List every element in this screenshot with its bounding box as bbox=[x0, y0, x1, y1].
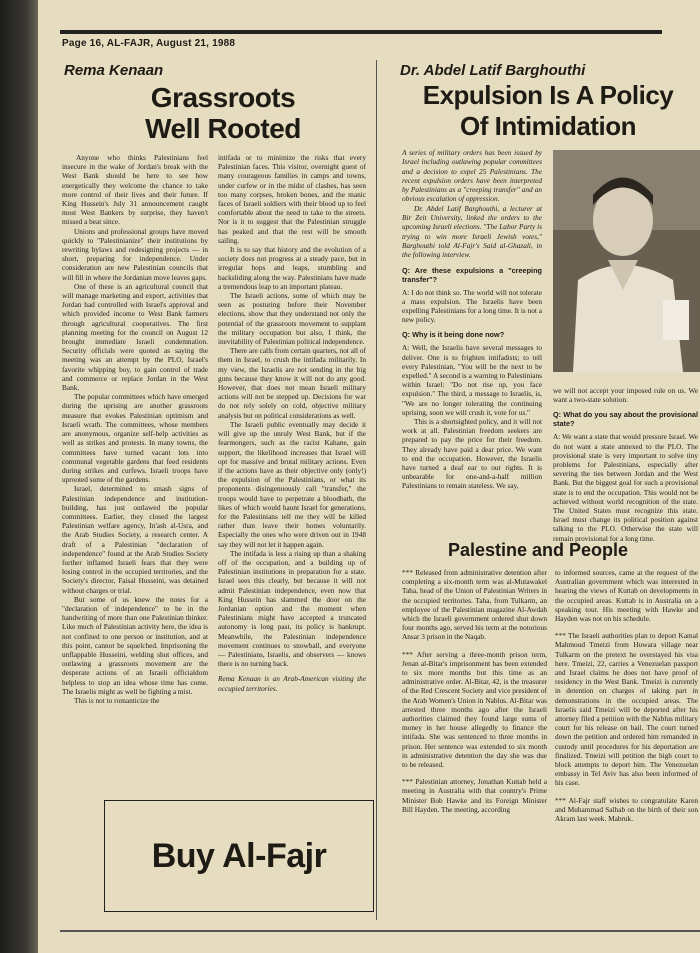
binding-spine bbox=[0, 0, 38, 953]
paragraph: The intifada is less a rising up than a shaking off of the occupation, and a building up of Palestinian institutions in preparation for a state. Israel sees this clearly, but because it will not admit Palestinian independence, even now that King Hussein has slammed the door on the Jordanian option and the moment when Palestinians might have accepted a truncated autonomy is long past, its policy is bankrupt. Meanwhile, the Palestinian independence movement continues to snowball, and everyone — Palestinians, Israelis, and observers — knows there is no turning back. bbox=[218, 548, 366, 669]
right-headline-line1: Expulsion Is A Policy bbox=[422, 80, 674, 110]
right-headline-line2: Of Intimidation bbox=[460, 111, 636, 141]
left-byline: Rema Kenaan bbox=[64, 62, 164, 79]
paragraph: intifada or to minimize the risks that every Palestinian faces. This visitor, overnight guest of many courageous families in camps and towns, under curfew or in the midst of clashes, has seen too many corpses, broken bones, and the manic faces of Israeli soldiers with their blood up to feel comfortable about the need to take to the streets. Nor is it to suggest that the Palestinian struggle has peaked and that the rest will be smooth sailing. bbox=[218, 153, 366, 245]
right-byline: Dr. Abdel Latif Barghouthi bbox=[400, 62, 586, 79]
left-headline bbox=[98, 82, 348, 144]
paragraph: There are calls from certain quarters, not all of them in Israel, to crush the intifada militarily. In my view, the Israelis are not sending in the big guns because they know it will not do any good. However, that does not mean Israeli military actions will not be stepped up. Decisions for war do not rely solely on cold, objective military analysis but on political considerations as well. bbox=[218, 346, 366, 420]
paragraph: Israel, determined to smash signs of Palestinian independence and institution-building, has just outlawed the popular committees. Earlier, they closed the largest Palestinian welfare agency, In'ash al-Usra, and the Arab Studies Society, a research center. A draft of a Palestinian "declaration of independence" found at the Arab Studies Society further inflamed Israeli fears that they were losing control in the occupied territories, and the Society's director, Faisal Husseini, was detained without charges or trial. bbox=[62, 484, 208, 595]
left-headline-line2: Well Rooted bbox=[145, 113, 301, 144]
author-note: Rema Kenaan is an Arab-American visiting the occupied territories. bbox=[218, 674, 366, 693]
question-1: Q: Are these expulsions a "creeping transfer"? bbox=[402, 265, 542, 284]
right-headline bbox=[398, 80, 698, 142]
news-item: *** The Israeli authorities plan to deport Kamal Mahmoud Tmeizi from Huwara village near Tulkarm on the pretext he overstayed his visa here. Tmeizi, 22, carries a Venezuelan passport and Israel claims he does not have proof of residency in the West Bank. Tmeizi is currently in detention on charges of taking part in demonstrations in the occupied areas. The Israelis said Tmeizi will be deported after his attorney filed a petition with the Nablus military court for his release on bail. The court turned down the petition and ordered him remanded in custody until procedures for his deportation are finalized. Tmeizi will petition the high court to block attempts to deport him. The Venezuelan embassy in Tel Aviv has also been informed of his case. bbox=[555, 631, 698, 788]
news-item: to informed sources, came at the request of the Australian government which was interested in hearing the views of Kuttab on developments in the occupied areas. Kuttab is in Australia on a speaking tour. His meeting with Hawke and Hayden was not on his schedule. bbox=[555, 568, 698, 624]
people-column-2 bbox=[555, 568, 698, 831]
paragraph: The Israeli public eventually may decide it will give up the unruly West Bank, but if the fearmongers, such as the racist Kahane, gain support, the likelihood increases that Israel will opt for massive and brutal military actions. Even if the actions have as their objective only (only!) the expulsion of the Palestinians, or what its proponents disingenuously call "transfer," the troops would have to perpetrate a bloodbath, the likes of which would haunt Israel for generations, for the Palestinians tell me they will be killed rather than leave their homes voluntarily. Especially the ones who were driven out in 1948 say they will not let it happen again. bbox=[218, 419, 366, 549]
paragraph: This is not to romanticize the bbox=[74, 695, 160, 705]
page-header: Page 16, AL-FAJR, August 21, 1988 bbox=[62, 38, 236, 49]
left-column-1 bbox=[62, 153, 208, 705]
paragraph: Unions and professional groups have moved quickly to "Palestinianize" their institutions by rewriting bylaws and redesigning projects — in short, preparing for independence. Under consideration are new Palestinian councils that will fill in where the Jordanian move leaves gaps. bbox=[62, 226, 208, 282]
answer-1: A: I do not think so. The world will not tolerate a mass expulsion. The Israelis have been expelling Palestinians for a long time. It is not a new policy. bbox=[402, 287, 542, 325]
news-item: *** After serving a three-month prison term, Jenan al-Bitar's imprisonment has been extended to six more months but this time as an administrative order. Al-Bitar, 42, is the treasurer of the Red Crescent Society and vice president of the Arab Women's Union in Nablus. Al-Bitar was arrested three months ago after the Israeli authorities claimed they found large sums of money in her house allegedly to finance the intifada. She was sentenced to three months in prison. Her sentence was extended to six month in administrative detention the day she was due to be released. bbox=[402, 649, 547, 770]
answer-2b: This is a shortsighted policy, and it will not work at all. Palestinian freedom seekers are prepared to pay the price for their freedom. They already have paid a dear price. We want to end the occupation. However, the Israelis have turned a deaf ear to our rights. It is unbearable for one-and-a-half million Palestinians to remain stateless. We say, bbox=[402, 417, 542, 491]
portrait-photo bbox=[553, 150, 700, 372]
question-3: Q: What do you say about the provisional state? bbox=[553, 410, 698, 429]
paragraph: Anyone who thinks Palestinians feel insecure in the wake of Jordan's break with the West Bank should be here to see how energetically they welcome the chance to take more control of their lives and their future. If King Hussein's July 31 announcement caught most West Bankers by surprise, they haven't missed a beat since. bbox=[62, 153, 208, 227]
column-divider bbox=[376, 60, 377, 920]
bottom-rule bbox=[60, 930, 700, 932]
interview-column-1 bbox=[402, 148, 542, 491]
interview-intro: A series of military orders has been issued by Israel including outlawing popular committees and a decision to expel 25 Palestinians. The recent expulsion orders have been interpreted by Palestinians as a "creeping transfer" and an obvious escalation of oppression. bbox=[402, 148, 542, 204]
paragraph: One of these is an agricultural council that will manage marketing and export, activities that Jordan had controlled with Israel's approval and which provided income to West Bank farmers through agricultural cooperatives. The first planning meeting for the council on August 12 brought immediate Israeli condemnation. Security officials were quoted as saying the meeting was an attempt by the PLO, Israel's favorite whipping boy, to gain control of trade and commerce or replace Jordan in the West Bank. bbox=[62, 281, 208, 393]
answer-2: A: Well, the Israelis have several messages to deliver. One is to frighten intifadists; to tell every Palestinian, "You will be the next to be expelled." A second is a warning to Palestinians within Israel: "Do not rise up, you face expulsion." The third, a message to Israelis, is, "We are no longer tolerating the continuing uprising, soon we will crush it, vote for us." bbox=[402, 343, 542, 417]
buy-al-fajr-box: Buy Al-Fajr bbox=[104, 800, 374, 912]
left-column-2 bbox=[218, 153, 366, 693]
answer-2c: we will not accept your imposed rule on us. We want a two-state solution. bbox=[553, 386, 698, 405]
interview-intro-2: Dr. Abdel Latif Barghouthi, a lecturer at Bir Zeit University, linked the orders to the upcoming Israeli elections. "The Labor Party is trying to win more Israeli Jewish votes," Barghouthi told Al-Fajr's Said al-Ghazali, in the following interview. bbox=[402, 203, 542, 260]
answer-3: A: We want a state that would pressure Israel. We do not want a state annexed to the PLO. The provisional state is very important to solve tiny problems for Palestinians, especially after severing the ties between Jordan and the West Bank. But the biggest goal for such a provisional state is to end the occupation. This would not be achieved without world recognition of the state. The United States must recognize this state. Israel must change its political position against talking to the PLO. Otherwise the state will remain provisional for a long time. bbox=[553, 432, 698, 543]
people-column-1 bbox=[402, 568, 547, 822]
top-rule bbox=[60, 30, 662, 34]
left-headline-line1: Grassroots bbox=[150, 82, 296, 113]
news-item: *** Al-Fajr staff wishes to congratulate Karen and Muhammad Salhab on the birth of their son Akram last week. Mabruk. bbox=[555, 795, 698, 824]
paragraph: But some of us knew the notes for a "declaration of independence" to be in the handwriting of more than one Palestinian thinker. Like much of Palestinian activity here, the idea is not confined to one person or institution, and at this point, cannot be squelched. Imprisoning the unflappable Husseini, welding shut offices, and outlawing a grassroots movement are the desperate actions of an Israeli officialdom helpless to stop an idea whose time has come. The Israelis might as well be fighting a mist. bbox=[62, 594, 208, 696]
paragraph: The Israeli actions, some of which may be seen as posturing before their November elections, show that they understand not only the potential of the grassroots movement to supplant the military occupation but also, I think, the inevitability of Palestinian political independence. bbox=[218, 291, 366, 347]
interview-column-2 bbox=[553, 386, 698, 543]
newspaper-page bbox=[38, 0, 700, 953]
news-item: *** Palestinian attorney, Jonathan Kuttab held a meeting in Australia with that country's Prime Minister Bob Hawke and its Foreign Minister Bill Hayden. The meeting, according bbox=[402, 777, 547, 814]
paragraph: It is to say that history and the evolution of a society does not progress at a steady pace, but in irregular hops and leaps, stumbling and backsliding along the way. Palestinians have made a tremendous leap to an important plateau. bbox=[218, 245, 366, 291]
portrait-image bbox=[553, 150, 700, 372]
news-item: *** Released from administrative detention after completing a six-month term was al-Mutawakel Taha, head of the Union of Palestinian Writers in the occupied territories. Taha, from Tulkarm, an employee of the Palestinian magazine Al-Awdah which the Israeli government ordered shut down four months ago, served his term at the notorious Ansar 3 prison in the Naqab. bbox=[402, 568, 547, 642]
question-2: Q: Why is it being done now? bbox=[402, 330, 505, 340]
paragraph: The popular committees which have emerged during the uprising are another grassroots measure that evokes Palestinian optimism and Israeli wrath. The committees, whose members are anonymous, organize self-help activities as well as strikes and protests. In many towns, the committees have turned vacant lots into communal vegetable gardens that feed residents during strikes and curfews. Israeli troops have uprooted some of the gardens. bbox=[62, 392, 208, 485]
section-title: Palestine and People bbox=[448, 540, 629, 560]
